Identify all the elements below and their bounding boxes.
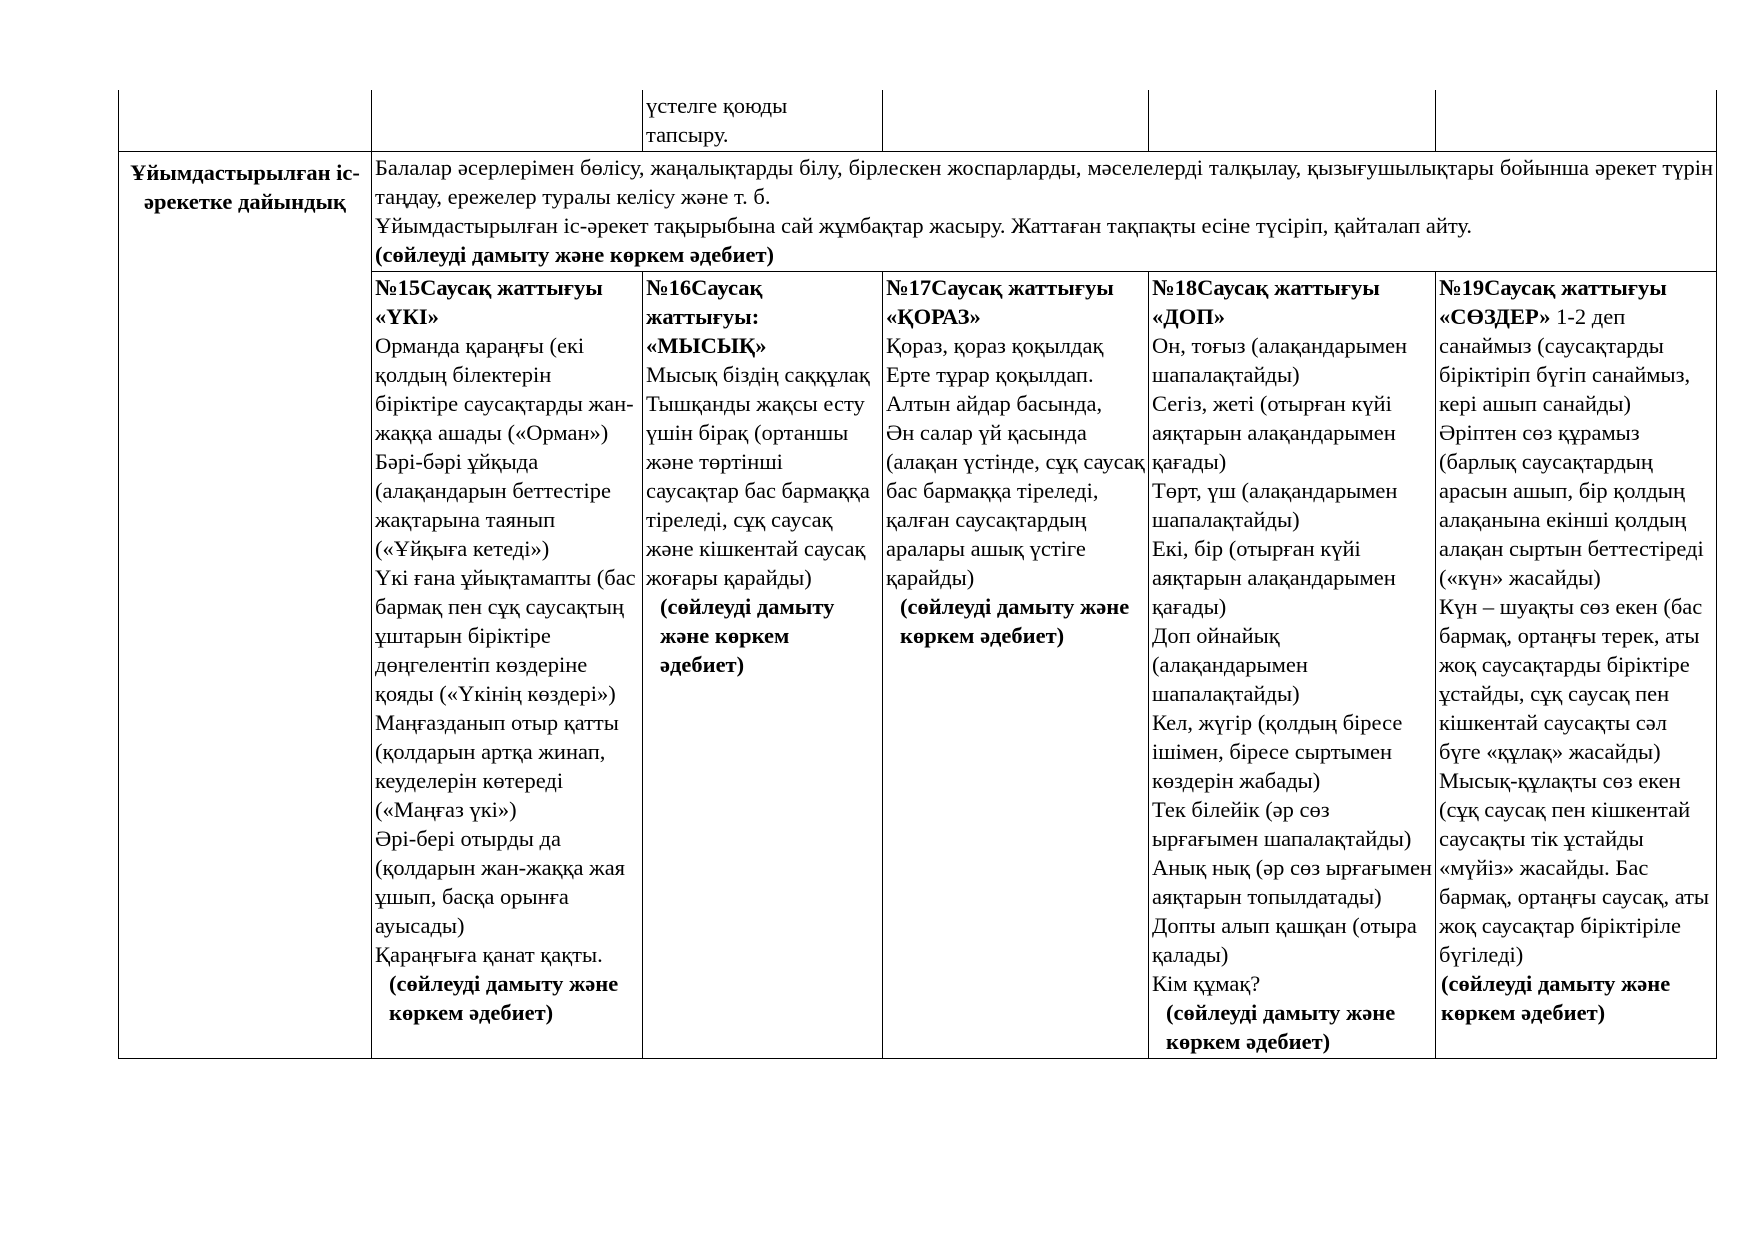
row-label-cell-empty [119,90,372,152]
exercise-15 [375,273,639,1027]
exercise-cell-16 [643,272,883,1059]
exercise-16 [646,273,879,679]
section-heading: Ұйымдастырылған іс-әрекетке дайындық [130,160,360,214]
exercise-note: (сөйлеуді дамыту және көркем әдебиет) [1441,971,1671,1025]
top-cell-2 [643,90,883,152]
exercise-body: 1-2 деп санаймыз (саусақтарды біріктіріп бүгіп санаймыз, кері ашып санайды) Әріптен сөз құрамыз (барлық саусақтардың арасын ашып, бір қолдың алақанына екінші қолдың алақан сыртын беттестіреді («күн» жасайды) Күн – шуақты сөз екен (бас бармақ, ортаңғы терек, аты жоқ саусақтарды біріктіре ұстайды, сұқ саусақ пен кішкентай саусақты сәл бүге «құлақ» жасайды) Мысық-құлақты сөз екен (сұқ саусақ пен кішкентай саусақты тік ұстайды «мүйіз» жасайды. Бас бармақ, ортаңғы саусақ, аты жоқ саусақтар біріктіріле бүгіледі) [1439,304,1710,967]
exercise-title: №15Саусақ жаттығуы «ҮКІ» [375,275,603,329]
section-description-line2: Ұйымдастырылған іс-әрекет тақырыбына сай жұмбақтар жасыру. Жаттаған тақпақты есіне түсіріп, қайталап айту. [375,213,1473,238]
exercise-body: Орманда қараңғы (екі қолдың білектерін біріктіре саусақтарды жан-жаққа ашады («Орман») Бәрі-бәрі ұйқыда (алақандарын беттестіре жақтарына таянып («Ұйқыға кетеді») Үкі ғана ұйықтамапты (бас бармақ пен сұқ саусақтың ұштарын біріктіре дөңгелентіп көздеріне қояды («Үкінің көздері») Маңғазданып отыр қатты (қолдарын артқа жинап, кеуделерін көтереді («Маңғаз үкі») Әрі-бері отырды да (қолдарын жан-жаққа жая ұшып, басқа орынға ауысады) Қараңғыға қанат қақты. [375,333,636,967]
section-description-line1: Балалар әсерлерімен бөлісу, жаңалықтарды білу, бірлескен жоспарларды, мәселелерді талқылау, қызығушылықтары бойынша әрекет түрін таңдау, ережелер туралы келісу және т. б. [375,155,1713,209]
top-cell-1 [372,90,643,152]
exercise-cell-17 [883,272,1149,1059]
exercise-cell-15 [372,272,643,1059]
section-heading-cell [119,152,372,1059]
exercise-body: Мысық біздің саққұлақ Тышқанды жақсы есту үшін бірақ (ортаншы және төртінші саусақтар бас бармаққа тіреледі, сұқ саусақ және кішкентай саусақ жоғары қарайды) [646,362,870,590]
exercise-18 [1152,273,1432,1056]
top-cell-text: үстелге қоюды тапсыру. [646,93,788,147]
section-description-note: (сөйлеуді дамыту және көркем әдебиет) [375,242,775,267]
exercise-17 [886,273,1145,650]
table-row [119,90,1717,152]
exercise-body: Қораз, қораз қоқылдақ Ерте тұрар қоқылдап. Алтын айдар басында, Ән салар үй қасында (алақан үстінде, сұқ саусақ бас бармаққа тіреледі, қалған саусақтардың аралары ашық үстіге қарайды) [886,333,1145,590]
exercise-title: №19Саусақ жаттығуы «СӨЗДЕР» [1439,275,1667,329]
exercise-title: №17Саусақ жаттығуы «ҚОРАЗ» [886,275,1114,329]
exercise-title: №18Саусақ жаттығуы «ДОП» [1152,275,1380,329]
exercise-note: (сөйлеуді дамыту және көркем әдебиет) [1166,1000,1396,1054]
exercise-cell-19 [1436,272,1717,1059]
exercise-body: Он, тоғыз (алақандарымен шапалақтайды) Сегіз, жеті (отырған күйі аяқтарын алақандарымен қағады) Төрт, үш (алақандарымен шапалақтайды) Екі, бір (отырған күйі аяқтарын алақандарымен қағады) Доп ойнайық (алақандарымен шапалақтайды) Кел, жүгір (қолдың біресе ішімен, біресе сыртымен көздерін жабады) Тек білейік (әр сөз ырғағымен шапалақтайды) Анық нық (әр сөз ырғағымен аяқтарын топылдатады) Допты алып қашқан (отыра қалады) Кім құмақ? [1152,333,1432,996]
top-cell-3 [883,90,1149,152]
top-cell-4 [1149,90,1436,152]
section-description-cell [372,152,1717,272]
exercise-note: (сөйлеуді дамыту және көркем әдебиет) [660,594,835,677]
exercise-19 [1439,273,1713,1027]
exercise-cell-18 [1149,272,1436,1059]
exercise-note: (сөйлеуді дамыту және көркем әдебиет) [900,594,1130,648]
exercise-title: №16Саусақ жаттығуы: «МЫСЫҚ» [646,275,767,358]
plan-table [118,90,1717,1059]
table-row [119,152,1717,272]
top-cell-5 [1436,90,1717,152]
exercise-note: (сөйлеуді дамыту және көркем әдебиет) [389,971,619,1025]
